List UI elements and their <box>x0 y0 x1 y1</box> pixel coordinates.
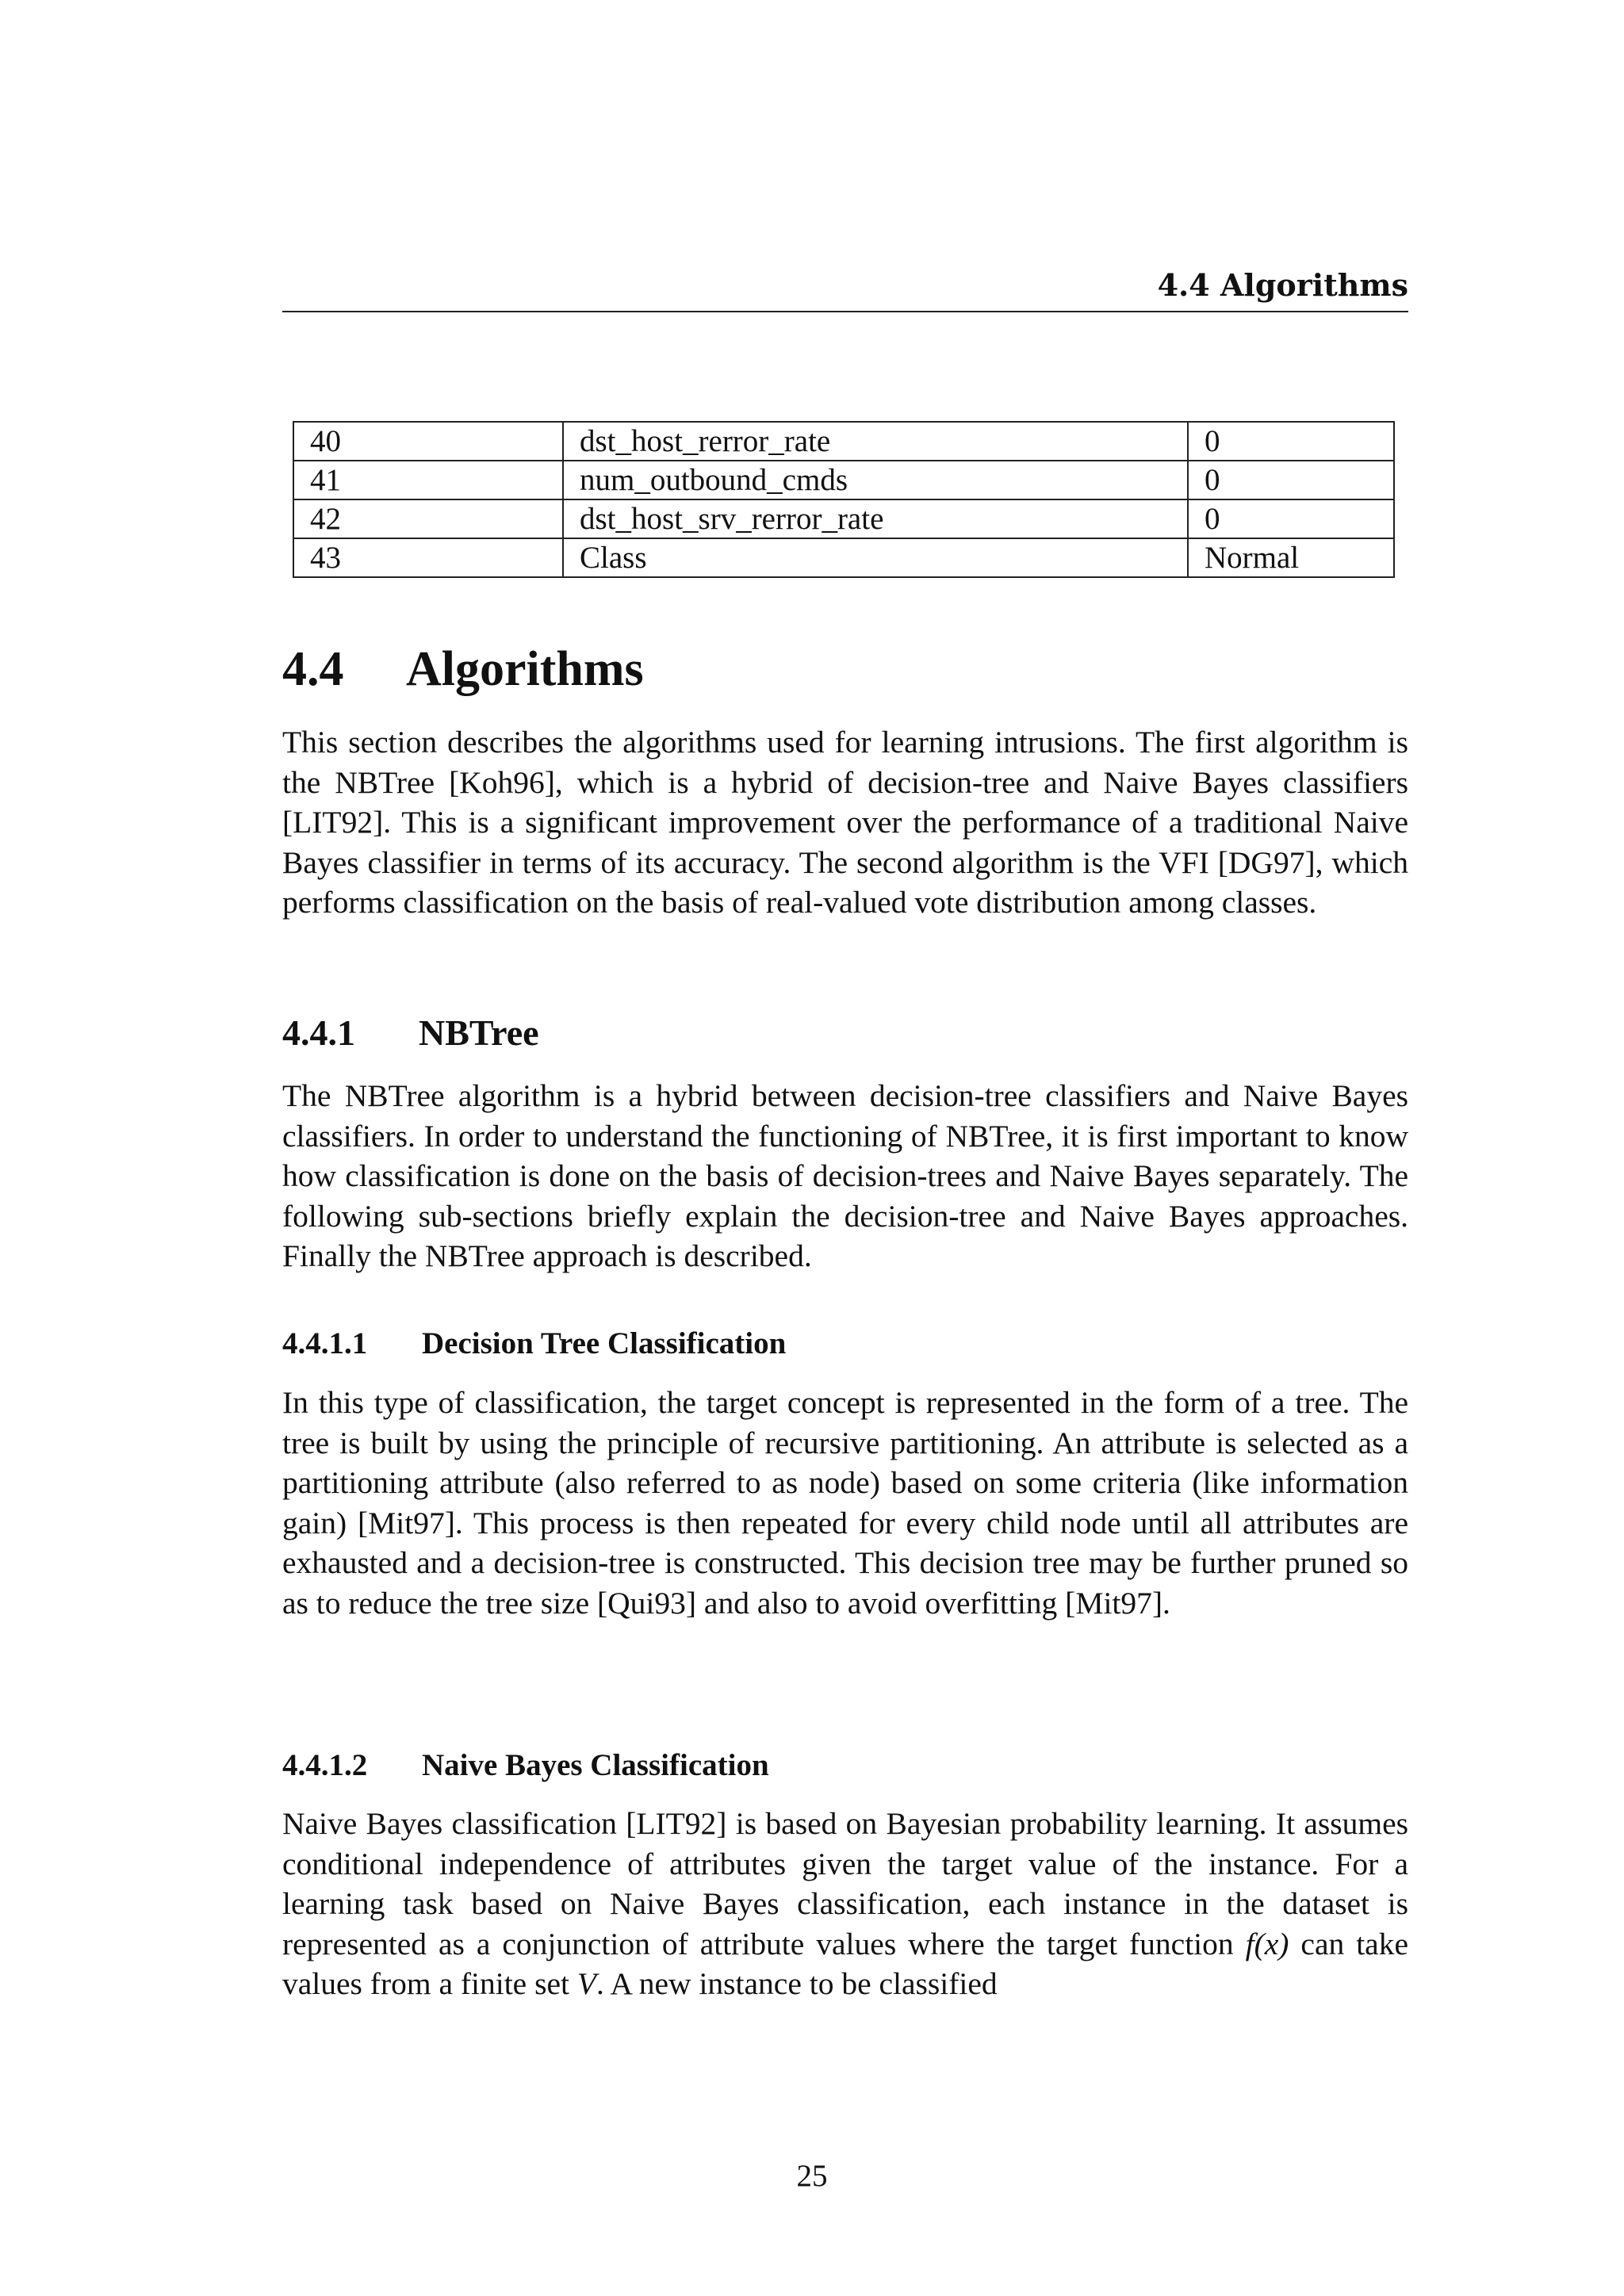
table-cell-value: 0 <box>1188 499 1394 538</box>
subsection-title: NBTree <box>419 1012 539 1053</box>
section-number: 4.4 <box>282 642 344 696</box>
subsubsection-heading-2 <box>282 1746 1408 1785</box>
subsubsection-title-2: Naive Bayes Classification <box>422 1748 769 1782</box>
section-paragraph: This section describes the algorithms used for learning intrusions. The first algorithm is the NBTree [Koh96], which is a hybrid of decision-tree and Naive Bayes classifiers [LIT92]. This is a significant improvement over the performance of a traditional Naive Bayes classifier in terms of its accuracy. The second algorithm is the VFI [DG97], which performs classification on the basis of real-valued vote distribution among classes. <box>282 725 1408 920</box>
table-cell-name: num_outbound_cmds <box>563 461 1188 499</box>
subsubsection-heading-1 <box>282 1324 1408 1364</box>
paragraph-text: . A new instance to be classified <box>596 1966 998 2001</box>
running-head: 4.4 Algorithms <box>1157 267 1408 303</box>
subsubsection-number-2: 4.4.1.2 <box>282 1748 368 1782</box>
table-row <box>293 538 1394 577</box>
page-header <box>282 266 1408 312</box>
subsubsection-number-1: 4.4.1.1 <box>282 1326 368 1360</box>
table-cell-num: 41 <box>293 461 563 499</box>
table-row <box>293 499 1394 538</box>
section-heading <box>282 641 1408 698</box>
paragraph-text: can take values from a finite set <box>282 1926 1408 2001</box>
section-title: Algorithms <box>406 642 644 696</box>
subsubsection-paragraph-1: In this type of classification, the target concept is represented in the form of a tree. The tree is built by using the principle of recursive partitioning. An attribute is selected as a partitioning attribute (also referred to as node) based on some criteria (like information gain) [Mit97]. This process is then repeated for every child node until all attributes are exhausted and a decision-tree is constructed. This decision tree may be further pruned so as to reduce the tree size [Qui93] and also to avoid overfitting [Mit97]. <box>282 1385 1408 1621</box>
table-cell-num: 43 <box>293 538 563 577</box>
table-cell-name: dst_host_srv_rerror_rate <box>563 499 1188 538</box>
table-cell-value: 0 <box>1188 422 1394 461</box>
table-cell-value: 0 <box>1188 461 1394 499</box>
table-cell-num: 42 <box>293 499 563 538</box>
set-symbol: V <box>576 1966 596 2001</box>
table-cell-value: Normal <box>1188 538 1394 577</box>
function-symbol: f(x) <box>1245 1926 1289 1961</box>
table-cell-name: dst_host_rerror_rate <box>563 422 1188 461</box>
table-row <box>293 461 1394 499</box>
page-number: 25 <box>796 2159 828 2193</box>
subsubsection-paragraph-2 <box>282 1804 1408 2004</box>
table-cell-num: 40 <box>293 422 563 461</box>
table-cell-name: Class <box>563 538 1188 577</box>
feature-table <box>293 421 1395 578</box>
subsection-paragraph: The NBTree algorithm is a hybrid between decision-tree classifiers and Naive Bayes classifiers. In order to understand the functioning of NBTree, it is first important to know how classification is done on the basis of decision-trees and Naive Bayes separately. The following sub-sections briefly explain the decision-tree and Naive Bayes approaches. Finally the NBTree approach is described. <box>282 1078 1408 1273</box>
subsection-heading <box>282 1011 1408 1055</box>
table-row <box>293 422 1394 461</box>
paragraph-text: Naive Bayes classification [LIT92] is based on Bayesian probability learning. It assumes conditional independence of attributes given the target value of the instance. For a learning task based on Naive Bayes classification, each instance in the dataset is represented as a conjunction of attribute values where the target function <box>282 1806 1408 1961</box>
subsubsection-title-1: Decision Tree Classification <box>422 1326 787 1360</box>
subsection-number: 4.4.1 <box>282 1012 355 1053</box>
